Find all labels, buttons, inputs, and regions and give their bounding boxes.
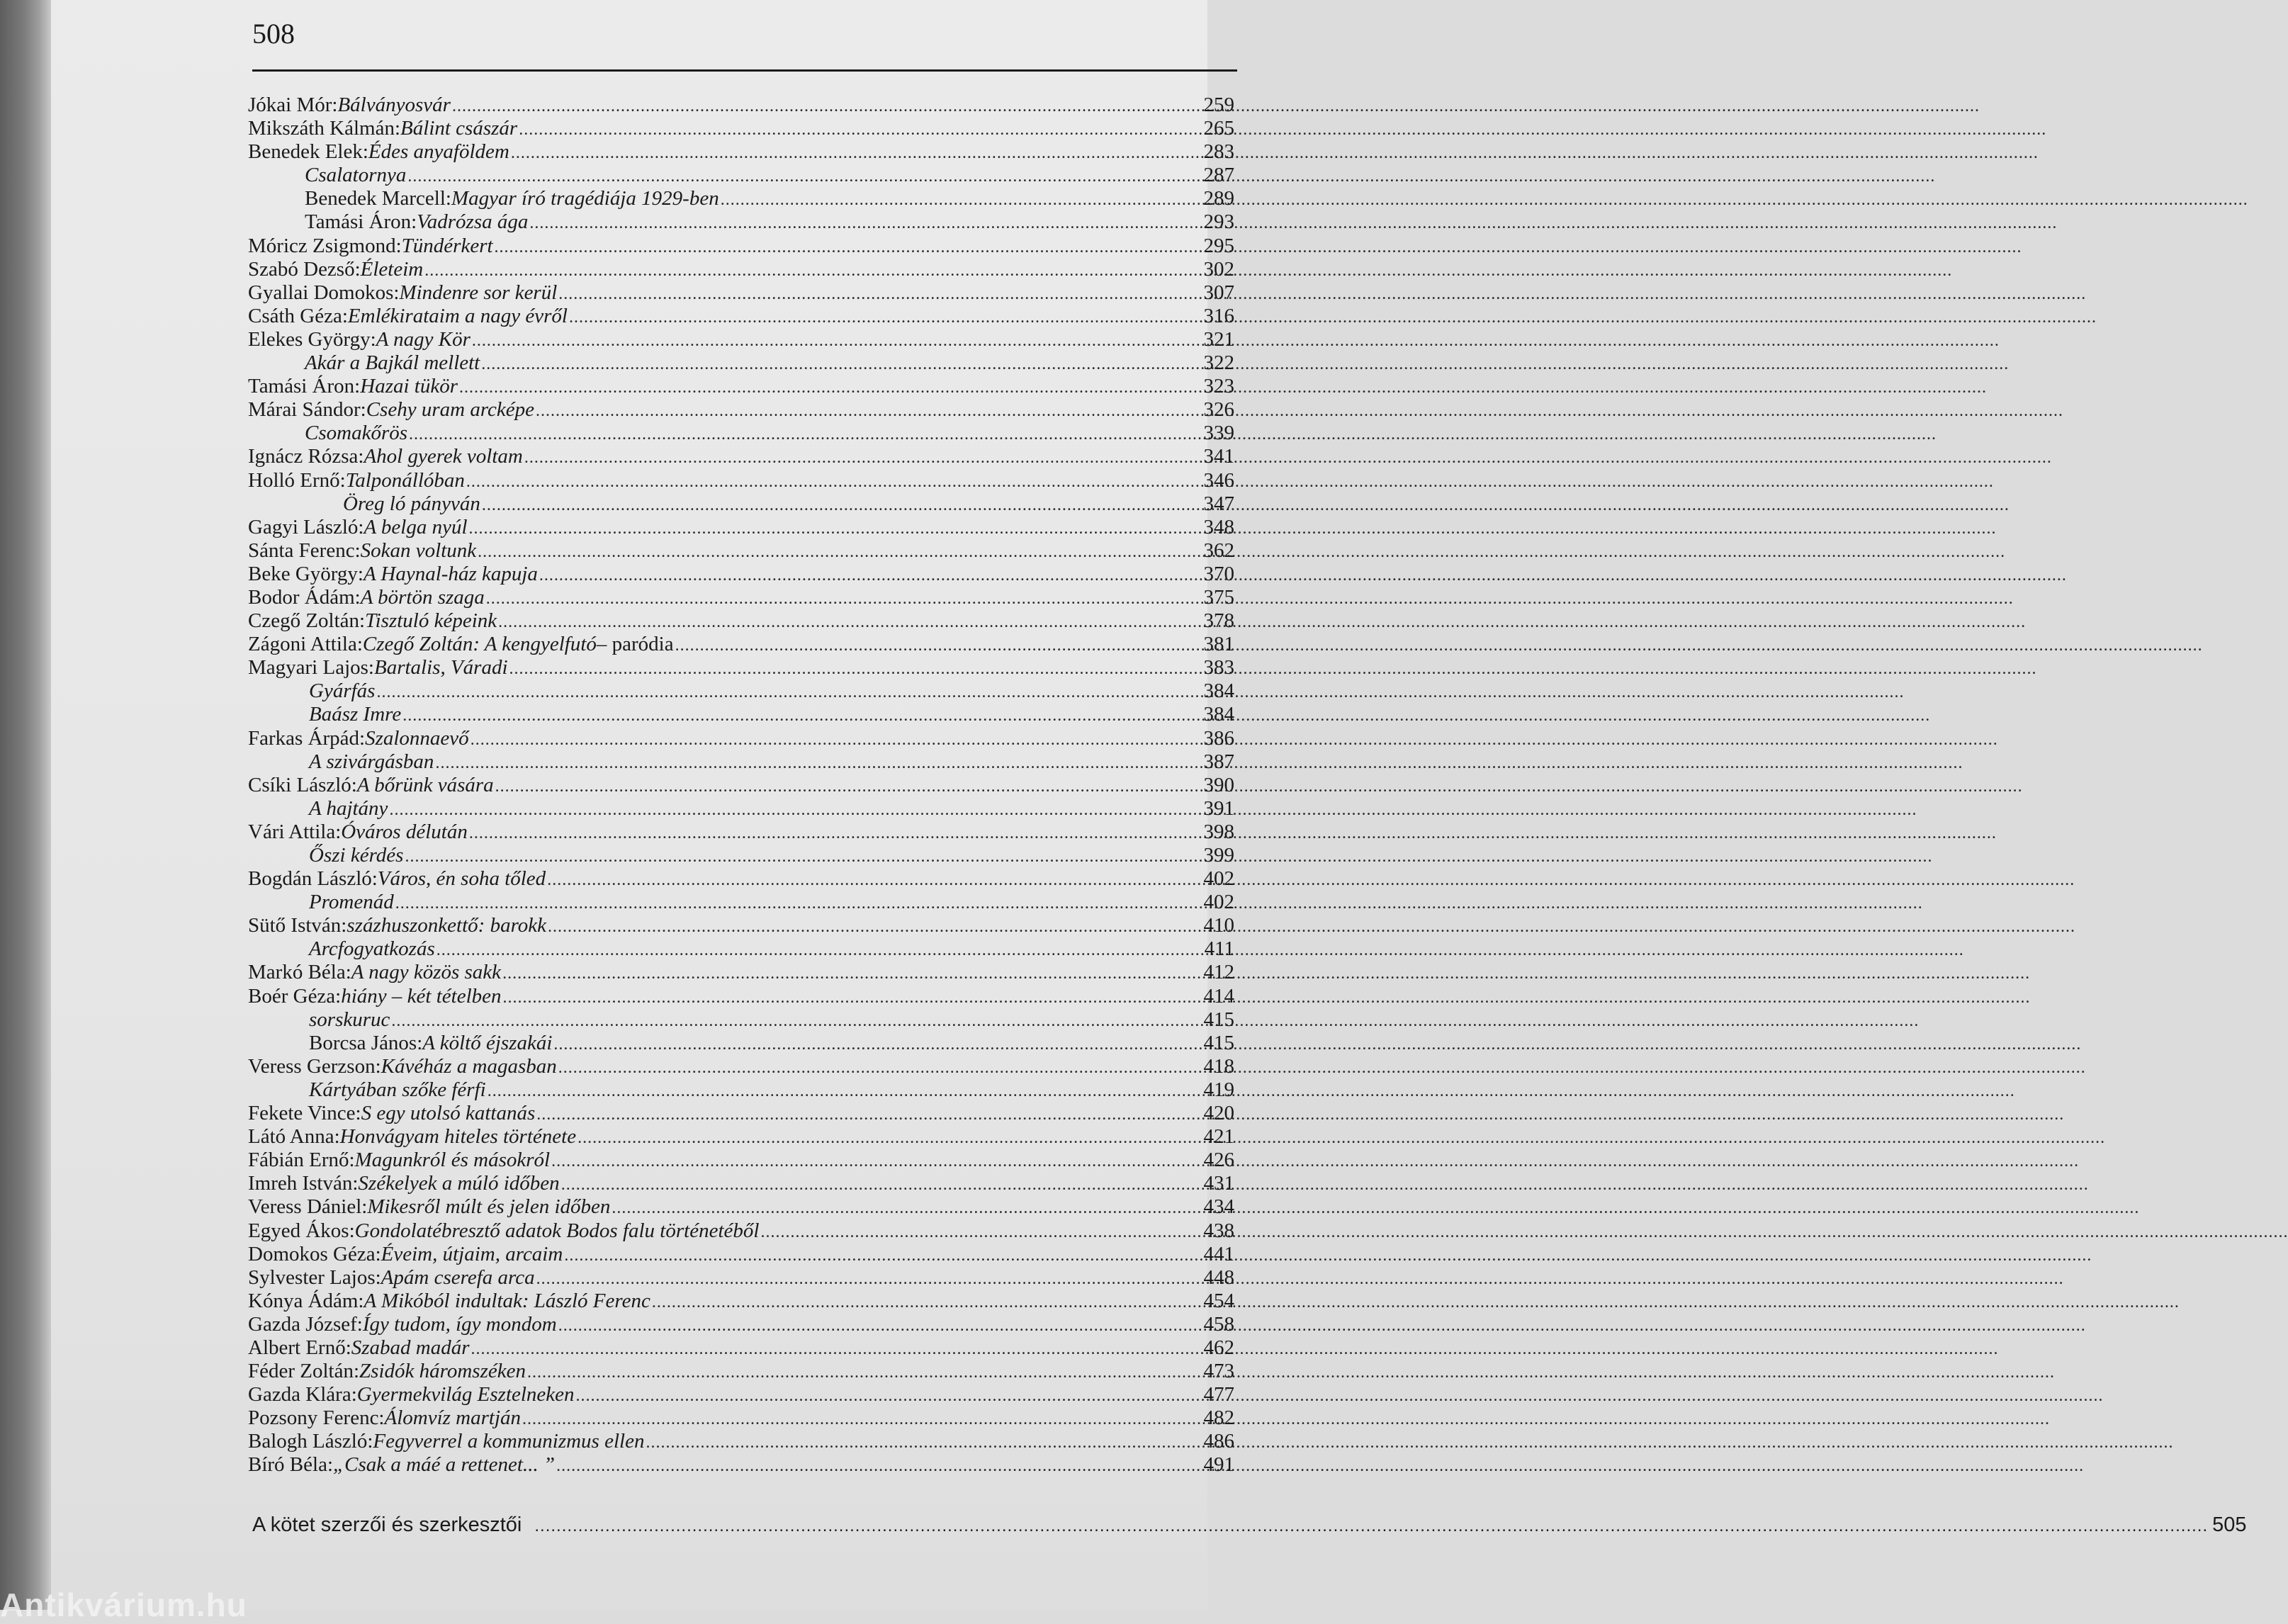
toc-entry	[248, 210, 1234, 234]
toc-page-number: 458	[1203, 1312, 1234, 1336]
toc-page-number: 491	[1203, 1453, 1234, 1477]
toc-page-number: 378	[1203, 609, 1234, 633]
toc-page-number: 326	[1203, 398, 1234, 422]
closing-entry	[252, 1513, 2247, 1537]
toc-title: Czegő Zoltán: A kengyelfutó	[362, 633, 597, 656]
dot-leader	[511, 142, 1202, 165]
toc-author: Vári Attila:	[248, 820, 342, 843]
watermark-text: Antikvárium.hu	[0, 1586, 247, 1623]
toc-page-number: 421	[1203, 1125, 1234, 1149]
toc-author: Sylvester Lajos:	[248, 1265, 381, 1289]
toc-page-number: 402	[1203, 867, 1234, 891]
toc-title: Mindenre sor kerül	[399, 281, 558, 304]
toc-title: Hazai tükör	[360, 375, 458, 398]
toc-author: Veress Dániel:	[248, 1195, 368, 1219]
toc-author: Zágoni Attila:	[248, 633, 363, 656]
toc-page-number: 390	[1203, 773, 1234, 796]
toc-entry	[248, 563, 1234, 586]
dot-leader	[389, 799, 1202, 822]
toc-page-number: 387	[1203, 750, 1234, 773]
toc-title: Ahol gyerek voltam	[364, 445, 523, 468]
toc-page-number: 381	[1203, 633, 1234, 656]
toc-page-number: 307	[1203, 281, 1234, 304]
toc-author: Csáth Géza:	[248, 304, 348, 327]
toc-entry	[248, 445, 1234, 468]
toc-author: Farkas Árpád:	[248, 726, 366, 750]
book-spine-shadow	[0, 0, 51, 1610]
toc-entry	[248, 1406, 1234, 1430]
toc-title: A nagy közös sakk	[351, 961, 502, 984]
toc-title: Fegyverrel a kommunizmus ellen	[373, 1430, 645, 1453]
toc-page-number: 283	[1203, 140, 1234, 164]
toc-title: Így tudom, így mondom	[362, 1312, 557, 1336]
toc-page-number: 265	[1203, 117, 1234, 140]
toc-title: A szivárgásban	[309, 750, 434, 773]
toc-author: Magyari Lajos:	[248, 656, 374, 680]
toc-entry	[248, 891, 1234, 914]
toc-title: A börtön szaga	[360, 585, 485, 609]
toc-title: A hajtány	[309, 796, 388, 820]
toc-title: Talponállóban	[345, 468, 465, 492]
dot-leader	[558, 283, 1202, 306]
toc-title: Baász Imre	[309, 703, 402, 726]
book-page	[51, 0, 2247, 1610]
dot-leader	[481, 353, 1202, 376]
page-number: 508	[252, 18, 295, 50]
toc-title: Emlékirataim a nagy évről	[347, 304, 568, 327]
toc-author: Látó Anna:	[248, 1125, 340, 1149]
dot-leader	[721, 188, 1202, 212]
dot-leader	[435, 752, 1202, 775]
toc-page-number: 462	[1203, 1336, 1234, 1359]
toc-author: Borcsa János:	[309, 1031, 423, 1054]
toc-title: Bálványosvár	[337, 94, 451, 116]
dot-leader	[534, 1516, 2208, 1536]
dot-leader	[407, 165, 1202, 188]
dot-leader	[553, 1033, 1202, 1056]
toc-entry	[248, 539, 1234, 563]
toc-page-number: 441	[1203, 1242, 1234, 1265]
toc-title: Zsidók háromszéken	[359, 1360, 526, 1383]
toc-title: Honvágyam hiteles története	[339, 1125, 577, 1149]
toc-author: Móricz Zsigmond:	[248, 234, 402, 257]
toc-page-number: 289	[1203, 187, 1234, 210]
closing-label: A kötet szerzői és szerkesztői	[252, 1513, 522, 1536]
toc-title: százhuszonkettő: barokk	[346, 914, 547, 937]
dot-leader	[524, 446, 1202, 470]
toc-author: Csíki László:	[248, 773, 357, 796]
toc-entry	[248, 1172, 1234, 1195]
toc-author: Gagyi László:	[248, 515, 364, 538]
toc-title: Arcfogyatkozás	[309, 937, 435, 961]
toc-entry	[248, 797, 1234, 821]
dot-leader	[395, 892, 1202, 915]
dot-leader	[402, 704, 1202, 728]
dot-leader	[536, 1103, 1202, 1127]
toc-entry	[248, 867, 1234, 891]
dot-leader	[495, 775, 1202, 799]
toc-entry	[248, 1008, 1234, 1032]
toc-title: A belga nyúl	[364, 515, 468, 538]
toc-page-number: 434	[1203, 1195, 1234, 1219]
toc-page-number: 420	[1203, 1102, 1234, 1125]
dot-leader	[529, 212, 1202, 235]
toc-author: Egyed Ákos:	[248, 1219, 355, 1242]
toc-author: Szabó Dezső:	[248, 257, 361, 281]
toc-title: A nagy Kör	[376, 327, 470, 351]
toc-entry	[248, 258, 1234, 281]
toc-page-number: 302	[1203, 257, 1234, 281]
toc-entry	[248, 961, 1234, 984]
toc-title: Éveim, útjaim, arcaim	[381, 1242, 563, 1265]
dot-leader	[548, 915, 1202, 939]
toc-author: Kónya Ádám:	[248, 1289, 364, 1312]
toc-entry	[248, 305, 1234, 328]
toc-author: Jókai Mór:	[248, 94, 338, 116]
toc-entry	[248, 351, 1234, 375]
toc-author: Boér Géza:	[248, 984, 342, 1008]
dot-leader	[527, 1361, 1202, 1385]
toc-page-number: 341	[1203, 445, 1234, 468]
toc-page-number: 438	[1203, 1219, 1234, 1242]
toc-author: Markó Béla:	[248, 961, 351, 984]
toc-page-number: 415	[1203, 1008, 1234, 1031]
dot-leader	[564, 1244, 1202, 1268]
toc-author: Benedek Elek:	[248, 140, 368, 164]
toc-author: Elekes György:	[248, 327, 376, 351]
toc-title: Mikesről múlt és jelen időben	[367, 1195, 611, 1219]
toc-entry	[248, 422, 1234, 445]
dot-leader	[551, 1150, 1202, 1173]
toc-title: Csomakőrös	[305, 422, 408, 445]
dot-leader	[482, 494, 1202, 517]
dot-leader	[547, 869, 1202, 892]
dot-leader	[536, 400, 1202, 423]
table-of-contents	[248, 94, 1234, 1477]
toc-author: Balogh László:	[248, 1430, 373, 1453]
toc-author: Márai Sándor:	[248, 398, 366, 422]
toc-page-number: 339	[1203, 422, 1234, 445]
toc-entry	[248, 586, 1234, 609]
toc-author: Ignácz Rózsa:	[248, 445, 364, 468]
toc-page-number: 347	[1203, 492, 1234, 515]
dot-leader	[561, 1173, 1202, 1197]
toc-entry	[248, 985, 1234, 1008]
dot-leader	[424, 259, 1202, 283]
toc-entry	[248, 1219, 1234, 1243]
toc-page-number: 482	[1203, 1406, 1234, 1430]
dot-leader	[558, 1056, 1202, 1080]
dot-leader	[519, 118, 1202, 142]
toc-entry	[248, 937, 1234, 961]
dot-leader	[495, 236, 1202, 259]
toc-entry	[248, 821, 1234, 844]
toc-title: Magyar író tragédiája 1929-ben	[451, 187, 719, 210]
toc-page-number: 375	[1203, 585, 1234, 609]
dot-leader	[409, 423, 1202, 446]
toc-title: Őszi kérdés	[309, 844, 404, 867]
toc-author: Albert Ernő:	[248, 1336, 351, 1359]
toc-page-number: 316	[1203, 304, 1234, 327]
toc-entry	[248, 187, 1234, 210]
toc-entry	[248, 1149, 1234, 1172]
toc-title: Kávéház a magasban	[381, 1054, 557, 1078]
toc-entry	[248, 1078, 1234, 1102]
toc-author: Bogdán László:	[248, 867, 378, 891]
toc-entry	[248, 375, 1234, 398]
toc-title: Életeim	[360, 257, 424, 281]
toc-page-number: 321	[1203, 327, 1234, 351]
toc-page-number: 418	[1203, 1054, 1234, 1078]
toc-author: Gazda Klára:	[248, 1383, 357, 1406]
toc-title: Bartalis, Váradi	[373, 656, 508, 680]
toc-entry	[248, 914, 1234, 937]
toc-page-number: 362	[1203, 538, 1234, 562]
toc-title: Bálint császár	[400, 117, 518, 140]
dot-leader	[466, 470, 1202, 494]
closing-page: 505	[2212, 1513, 2247, 1536]
toc-entry	[248, 398, 1234, 422]
dot-leader	[452, 95, 1202, 118]
toc-title: S egy utolsó kattanás	[361, 1102, 536, 1125]
dot-leader	[509, 658, 1202, 681]
toc-author: Mikszáth Kálmán:	[248, 117, 401, 140]
toc-title: Csalatornya	[305, 164, 407, 187]
toc-entry	[248, 281, 1234, 305]
toc-author: Bodor Ádám:	[248, 585, 361, 609]
toc-entry	[248, 774, 1234, 797]
dot-leader	[436, 939, 1203, 962]
toc-title: Promenád	[309, 891, 394, 914]
dot-leader	[469, 822, 1202, 845]
toc-page-number: 259	[1203, 94, 1234, 116]
toc-page-number: 322	[1203, 351, 1234, 375]
dot-leader	[405, 845, 1202, 869]
toc-entry	[248, 328, 1234, 351]
toc-title: A Haynal-ház kapuja	[363, 562, 538, 585]
toc-title: „Csak a máé a rettenet... ”	[333, 1453, 556, 1477]
toc-author: Beke György:	[248, 562, 364, 585]
toc-title: Vadrózsa ága	[417, 210, 529, 234]
toc-entry	[248, 609, 1234, 633]
toc-entry	[248, 1055, 1234, 1078]
toc-page-number: 293	[1203, 210, 1234, 234]
toc-entry	[248, 1313, 1234, 1336]
toc-entry	[248, 1266, 1234, 1290]
toc-entry	[248, 469, 1234, 492]
dot-leader	[539, 564, 1202, 587]
toc-author: Féder Zoltán:	[248, 1360, 360, 1383]
toc-author: Tamási Áron:	[305, 210, 417, 234]
toc-author: Sütő István:	[248, 914, 347, 937]
toc-page-number: 414	[1203, 984, 1234, 1008]
toc-entry	[248, 94, 1234, 117]
dot-leader	[576, 1385, 1202, 1408]
toc-entry	[248, 727, 1234, 750]
dot-leader	[522, 1408, 1202, 1431]
toc-entry	[248, 492, 1234, 516]
toc-entry	[248, 1243, 1234, 1266]
dot-leader	[459, 376, 1202, 400]
toc-page-number: 411	[1204, 937, 1234, 961]
dot-leader	[760, 1221, 1202, 1244]
toc-page-number: 454	[1203, 1289, 1234, 1312]
toc-title: Akár a Bajkál mellett	[305, 351, 480, 375]
toc-author: Domokos Géza:	[248, 1242, 381, 1265]
toc-title: Öreg ló pányván	[343, 492, 480, 515]
toc-title: Óváros délután	[341, 820, 468, 843]
header-rule	[252, 69, 1237, 72]
toc-entry	[248, 680, 1234, 703]
toc-title: Gyermekvilág Esztelneken	[356, 1383, 575, 1406]
toc-author: Tamási Áron:	[248, 375, 361, 398]
dot-leader	[471, 1338, 1202, 1361]
toc-author: Fekete Vince:	[248, 1102, 361, 1125]
toc-page-number: 383	[1203, 656, 1234, 680]
toc-entry	[248, 1360, 1234, 1383]
toc-title: Gondolatébresztő adatok Bodos falu történetéből	[354, 1219, 760, 1242]
dot-leader	[488, 1080, 1202, 1103]
toc-title: hiány – két tételben	[341, 984, 502, 1008]
toc-page-number: 386	[1203, 726, 1234, 750]
toc-author: Benedek Marcell:	[305, 187, 451, 210]
toc-entry	[248, 516, 1234, 539]
toc-title: A költő éjszakái	[422, 1031, 553, 1054]
toc-entry	[248, 1430, 1234, 1453]
toc-page-number: 370	[1203, 562, 1234, 585]
toc-author: Pozsony Ferenc:	[248, 1406, 385, 1430]
toc-title: A Mikóból indultak: László Ferenc	[364, 1289, 650, 1312]
toc-author: Imreh István:	[248, 1172, 359, 1195]
toc-author: Veress Gerzson:	[248, 1054, 381, 1078]
toc-entry	[248, 656, 1234, 680]
dot-leader	[470, 728, 1202, 752]
toc-title: Tündérkert	[401, 234, 493, 257]
toc-page-number: 346	[1203, 468, 1234, 492]
toc-title: Álomvíz martján	[384, 1406, 522, 1430]
toc-author: Sánta Ferenc:	[248, 538, 361, 562]
toc-title-suffix: – paródia	[596, 633, 674, 656]
toc-page-number: 477	[1203, 1383, 1234, 1406]
toc-page-number: 412	[1203, 961, 1234, 984]
toc-title: Szalonnaevő	[365, 726, 469, 750]
toc-page-number: 323	[1203, 375, 1234, 398]
toc-title: Tisztuló képeink	[365, 609, 497, 633]
toc-page-number: 431	[1203, 1172, 1234, 1195]
toc-title: Magunkról és másokról	[354, 1149, 551, 1172]
toc-title: sorskuruc	[309, 1008, 390, 1031]
toc-page-number: 448	[1203, 1265, 1234, 1289]
toc-entry	[248, 1195, 1234, 1219]
dot-leader	[646, 1431, 1202, 1455]
toc-page-number: 384	[1203, 680, 1234, 703]
dot-leader	[391, 1010, 1202, 1033]
toc-page-number: 410	[1203, 914, 1234, 937]
toc-page-number: 426	[1203, 1149, 1234, 1172]
toc-title: Szabad madár	[351, 1336, 470, 1359]
dot-leader	[498, 611, 1202, 634]
dot-leader	[569, 306, 1202, 329]
toc-entry	[248, 844, 1234, 867]
toc-page-number: 391	[1203, 796, 1234, 820]
dot-leader	[502, 962, 1202, 986]
dot-leader	[469, 517, 1202, 541]
toc-entry	[248, 1453, 1234, 1477]
toc-entry	[248, 703, 1234, 726]
dot-leader	[472, 329, 1202, 353]
toc-entry	[248, 1290, 1234, 1313]
toc-title: A bőrünk vására	[356, 773, 494, 796]
dot-leader	[503, 986, 1202, 1010]
toc-title: Apám cserefa arca	[381, 1265, 535, 1289]
toc-title: Székelyek a múló időben	[358, 1172, 560, 1195]
dot-leader	[376, 681, 1202, 704]
dot-leader	[478, 541, 1202, 564]
toc-page-number: 473	[1203, 1360, 1234, 1383]
toc-entry	[248, 117, 1234, 140]
toc-page-number: 384	[1203, 703, 1234, 726]
dot-leader	[652, 1291, 1202, 1314]
toc-page-number: 419	[1203, 1078, 1234, 1101]
toc-entry	[248, 235, 1234, 258]
toc-author: Bíró Béla:	[248, 1453, 334, 1477]
toc-entry	[248, 140, 1234, 164]
toc-entry	[248, 1102, 1234, 1125]
dot-leader	[556, 1455, 1202, 1478]
toc-title: Város, én soha tőled	[377, 867, 546, 891]
toc-entry	[248, 1032, 1234, 1055]
toc-page-number: 295	[1203, 234, 1234, 257]
toc-page-number: 486	[1203, 1430, 1234, 1453]
toc-entry	[248, 633, 1234, 656]
toc-title: Csehy uram arcképe	[366, 398, 535, 422]
toc-author: Fábián Ernő:	[248, 1149, 355, 1172]
toc-page-number: 398	[1203, 820, 1234, 843]
toc-page-number: 415	[1203, 1031, 1234, 1054]
dot-leader	[577, 1127, 1202, 1150]
toc-page-number: 348	[1203, 515, 1234, 538]
toc-entry	[248, 1125, 1234, 1149]
dot-leader	[558, 1314, 1202, 1338]
toc-author: Gazda József:	[248, 1312, 363, 1336]
dot-leader	[612, 1197, 1202, 1220]
toc-title: Gyárfás	[309, 680, 376, 703]
toc-entry	[248, 1383, 1234, 1406]
toc-page-number: 287	[1203, 164, 1234, 187]
toc-entry	[248, 750, 1234, 774]
toc-title: Kártyában szőke férfi	[309, 1078, 486, 1101]
toc-page-number: 399	[1203, 844, 1234, 867]
toc-author: Gyallai Domokos:	[248, 281, 400, 304]
toc-page-number: 402	[1203, 891, 1234, 914]
toc-author: Holló Ernő:	[248, 468, 346, 492]
dot-leader	[675, 634, 1202, 658]
toc-entry	[248, 1336, 1234, 1360]
toc-title: Sokan voltunk	[360, 538, 477, 562]
toc-author: Czegő Zoltán:	[248, 609, 366, 633]
toc-title: Édes anyaföldem	[368, 140, 509, 164]
toc-entry	[248, 164, 1234, 187]
dot-leader	[536, 1268, 1202, 1291]
dot-leader	[486, 587, 1202, 611]
